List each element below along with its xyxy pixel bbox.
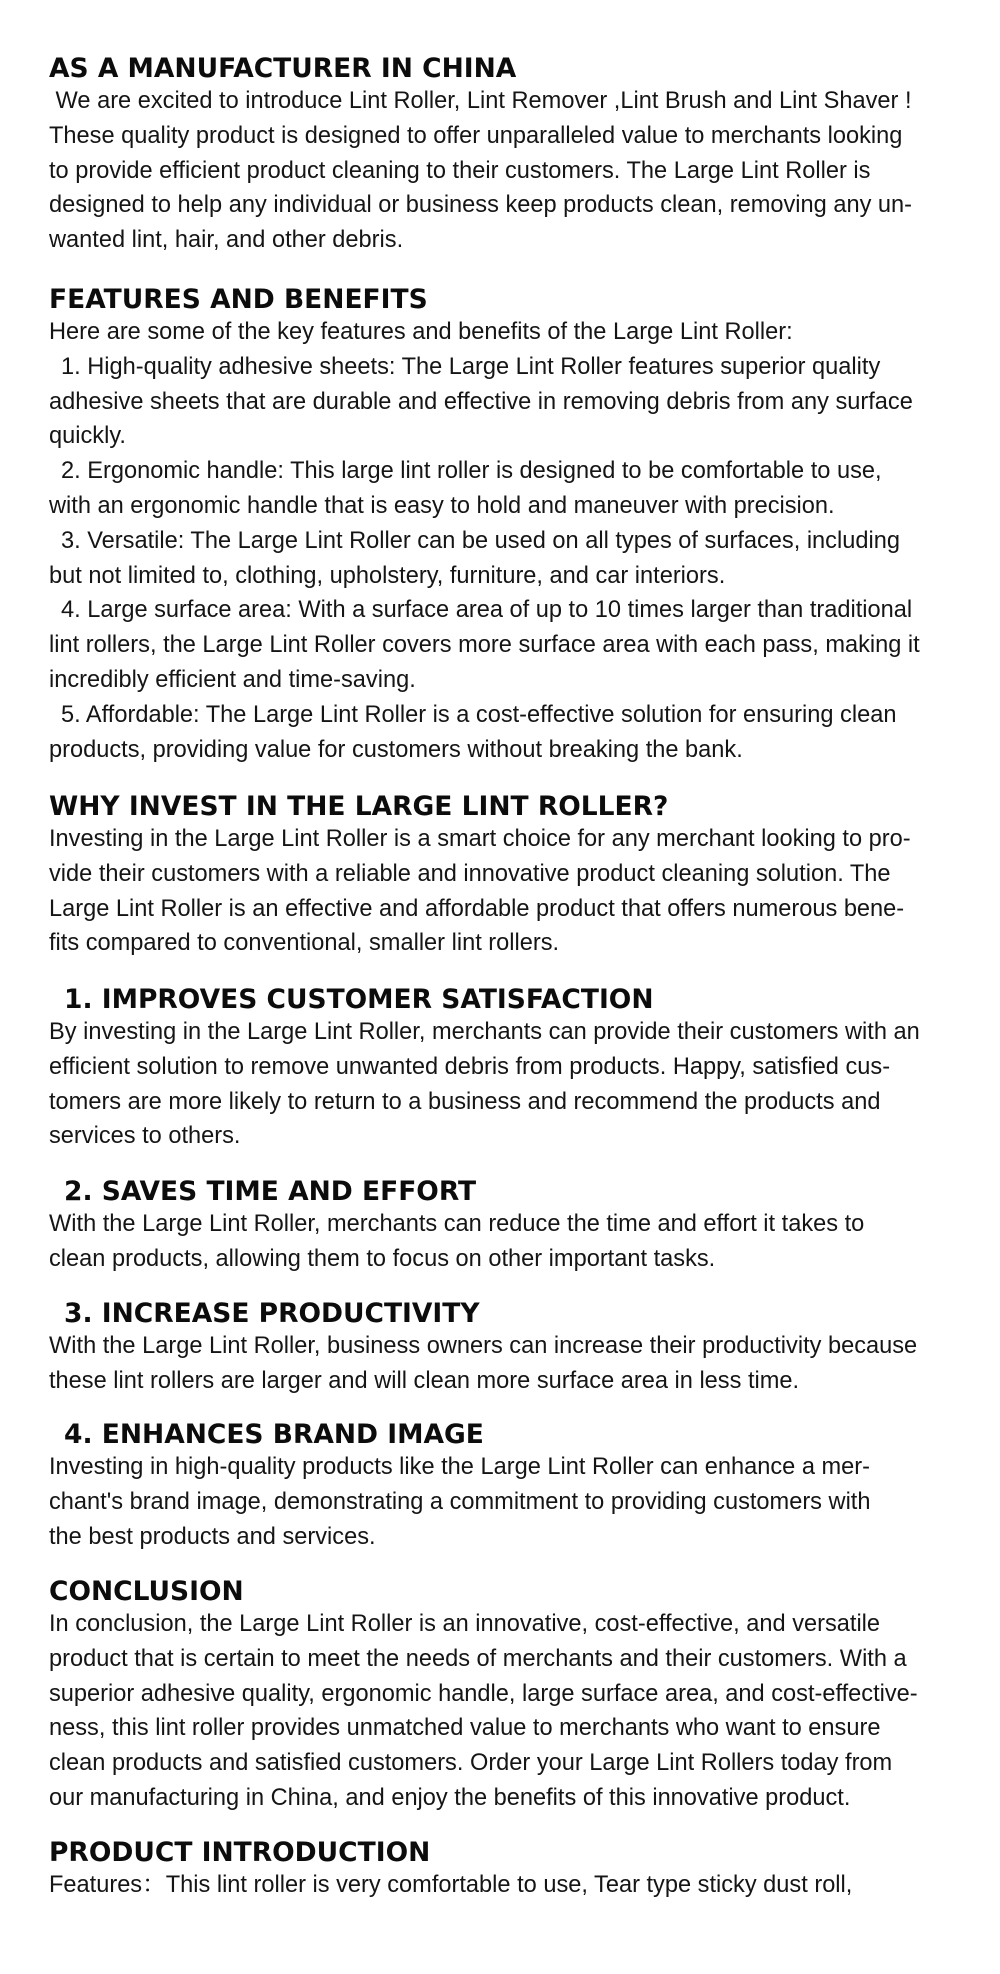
section-manufacturer bbox=[49, 52, 912, 258]
text-line: designed to help any individual or business keep products clean, removing any un- bbox=[49, 192, 913, 219]
text-line: ness, this lint roller provides unmatched value to merchants who want to ensure bbox=[49, 1715, 881, 1742]
section-body bbox=[49, 822, 911, 961]
section-body bbox=[49, 315, 920, 767]
text-line: By investing in the Large Lint Roller, merchants can provide their customers with an bbox=[49, 1019, 920, 1045]
text-line: In conclusion, the Large Lint Roller is an innovative, cost-effective, and versatile bbox=[49, 1611, 881, 1637]
text-line: wanted lint, hair, and other debris. bbox=[49, 227, 404, 254]
section-why-invest bbox=[49, 790, 911, 961]
text-line: Investing in the Large Lint Roller is a smart choice for any merchant looking to pro- bbox=[49, 826, 911, 852]
text-line: fits compared to conventional, smaller lint rollers. bbox=[49, 930, 560, 957]
section-body bbox=[49, 1329, 917, 1399]
text-line: product that is certain to meet the needs of merchants and their customers. With a bbox=[49, 1645, 907, 1672]
text-line: lint rollers, the Large Lint Roller covers more surface area with each pass, making it bbox=[49, 632, 920, 659]
text-line: We are excited to introduce Lint Roller, Lint Remover ,Lint Brush and Lint Shaver ! bbox=[49, 88, 912, 114]
section-time bbox=[49, 1175, 864, 1277]
list-item: 4. Large surface area: With a surface area of up to 10 times larger than traditional bbox=[61, 597, 913, 624]
section-conclusion bbox=[49, 1575, 918, 1816]
text-line: vide their customers with a reliable and innovative product cleaning solution. The bbox=[49, 860, 891, 887]
section-body bbox=[49, 1207, 864, 1277]
section-heading: FEATURES AND BENEFITS bbox=[49, 284, 428, 315]
list-item: 5. Affordable: The Large Lint Roller is a cost-effective solution for ensuring clean bbox=[61, 701, 897, 728]
list-item: 3. Versatile: The Large Lint Roller can be used on all types of surfaces, including bbox=[61, 527, 900, 554]
section-heading: WHY INVEST IN THE LARGE LINT ROLLER? bbox=[49, 791, 669, 822]
section-heading: AS A MANUFACTURER IN CHINA bbox=[49, 53, 517, 84]
text-line: incredibly efficient and time-saving. bbox=[49, 666, 416, 693]
section-body bbox=[49, 1868, 852, 1903]
text-line: Large Lint Roller is an effective and affordable product that offers numerous bene- bbox=[49, 895, 905, 922]
text-line: With the Large Lint Roller, merchants can reduce the time and effort it takes to bbox=[49, 1211, 865, 1237]
section-brand bbox=[49, 1418, 870, 1554]
text-line: With the Large Lint Roller, business owners can increase their productivity because bbox=[49, 1333, 918, 1359]
section-heading: CONCLUSION bbox=[49, 1576, 244, 1607]
text-line: the best products and services. bbox=[49, 1523, 376, 1550]
list-item: 1. High-quality adhesive sheets: The Large Lint Roller features superior quality bbox=[61, 353, 881, 380]
text-line: but not limited to, clothing, upholstery, furniture, and car interiors. bbox=[49, 562, 726, 589]
text-line: products, providing value for customers without breaking the bank. bbox=[49, 736, 743, 763]
section-heading: 2. SAVES TIME AND EFFORT bbox=[64, 1176, 477, 1207]
section-heading: 1. IMPROVES CUSTOMER SATISFACTION bbox=[64, 984, 654, 1015]
text-line: efficient solution to remove unwanted debris from products. Happy, satisfied cus- bbox=[49, 1053, 891, 1080]
text-line: superior adhesive quality, ergonomic handle, large surface area, and cost-effective- bbox=[49, 1680, 918, 1707]
text-line: to provide efficient product cleaning to their customers. The Large Lint Roller is bbox=[49, 157, 871, 184]
text-line: These quality product is designed to offer unparalleled value to merchants looking bbox=[49, 122, 903, 149]
text-line: chant's brand image, demonstrating a commitment to providing customers with bbox=[49, 1488, 871, 1515]
section-satisfaction bbox=[49, 983, 920, 1154]
text-line: services to others. bbox=[49, 1123, 241, 1150]
section-product-intro bbox=[49, 1836, 852, 1903]
text-line: Here are some of the key features and benefits of the Large Lint Roller: bbox=[49, 319, 793, 345]
section-heading: 3. INCREASE PRODUCTIVITY bbox=[64, 1298, 480, 1329]
text-line: our manufacturing in China, and enjoy the benefits of this innovative product. bbox=[49, 1784, 851, 1811]
text-line: clean products, allowing them to focus on other important tasks. bbox=[49, 1245, 716, 1272]
section-heading: PRODUCT INTRODUCTION bbox=[49, 1837, 431, 1868]
section-body bbox=[49, 84, 912, 258]
section-body bbox=[49, 1015, 920, 1154]
text-line: Investing in high-quality products like the Large Lint Roller can enhance a mer- bbox=[49, 1454, 871, 1480]
section-features bbox=[49, 283, 920, 767]
text-line: Features：This lint roller is very comfortable to use, Tear type sticky dust roll, bbox=[49, 1872, 853, 1898]
section-body bbox=[49, 1450, 870, 1554]
text-line: clean products and satisfied customers. Order your Large Lint Rollers today from bbox=[49, 1750, 893, 1777]
section-productivity bbox=[49, 1297, 917, 1399]
section-heading: 4. ENHANCES BRAND IMAGE bbox=[64, 1419, 484, 1450]
text-line: these lint rollers are larger and will clean more surface area in less time. bbox=[49, 1367, 800, 1394]
text-line: tomers are more likely to return to a business and recommend the products and bbox=[49, 1088, 881, 1115]
text-line: quickly. bbox=[49, 423, 126, 450]
text-line: with an ergonomic handle that is easy to hold and maneuver with precision. bbox=[49, 492, 835, 519]
list-item: 2. Ergonomic handle: This large lint roller is designed to be comfortable to use, bbox=[61, 458, 882, 485]
text-line: adhesive sheets that are durable and effective in removing debris from any surface bbox=[49, 388, 913, 415]
section-body bbox=[49, 1607, 918, 1816]
